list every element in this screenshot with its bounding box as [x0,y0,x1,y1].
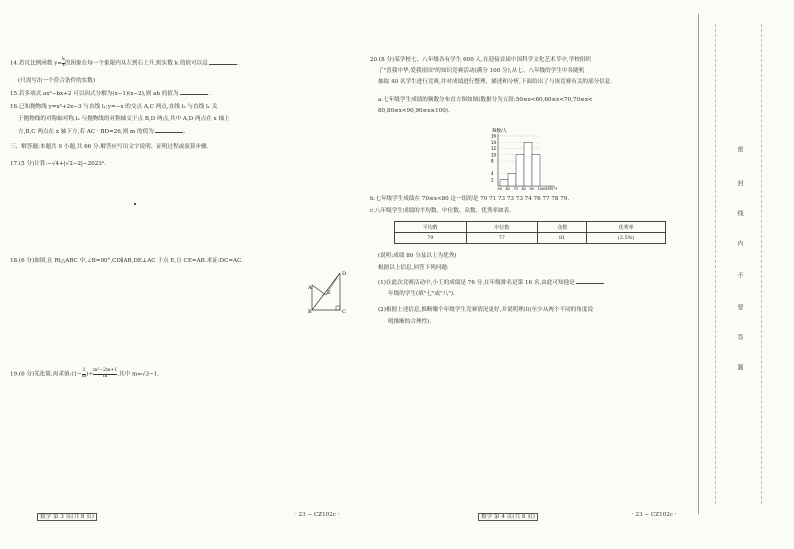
histogram-x-tick-label: 90 [529,187,534,190]
histogram-bar [524,142,532,186]
info-c: c.八年级学生成绩的平均数、中位数、众数、优秀率如表. [370,208,511,214]
binding-char: 密 [736,146,743,152]
figure-label-c: C [342,309,346,315]
binding-char: 要 [736,304,743,310]
q15-answer-blank[interactable] [180,89,208,95]
histogram-y-tick-label: 10 [491,152,497,158]
sub-question-1: (1)在此次竞赛活动中,小王的成绩是 76 分,在年级排名是第 16 名,由此可知他是 [378,278,605,287]
question-20-line-2: 了"喜我中华,爱我祖国"的知识竞赛活动(满分 100 分),从七、八年级的学生中各随机 [378,68,585,74]
question-16-line-2: 于抛物线的对称轴对称,l₂ 与抛物线的对称轴交于点 B,D 两点,其中 A,D 两点在 x 轴上 [18,116,230,122]
table-value-median: 77 [466,233,538,244]
figure-label-a: A [308,285,312,291]
histogram-bar [516,155,524,186]
histogram-y-tick-label: 8 [491,158,494,164]
table-value-mean: 79 [395,233,467,244]
sub1-answer-blank[interactable] [576,278,604,284]
q14-fraction: $\frac{k}{x}$ [62,57,65,68]
answer-lead: 根据以上信息,回答下列问题: [378,265,449,271]
sub-question-1-b: 年级的学生(填"七"或"八"). [388,291,455,297]
question-20-line-3: 抽取 40 名学生进行竞赛,并对成绩进行整理、描述和分析,下面给出了与该竞赛有关的部分信息. [378,79,613,85]
question-14: 14.若反比例函数 y= $\frac{k}{x}$ 的图象在每一个象限内从左到右上升,则实数 k 的值可以是 . [10,57,240,68]
histogram-bar [508,174,516,187]
table-header-mean: 平均数 [395,222,467,233]
question-20-line-1: 20.(8 分)某学校七、八年级各有学生 600 人,在迎接首届中国科学文化艺术节中,学校组织 [370,57,591,63]
histogram-y-tick-label: 2 [491,177,494,183]
q14-text-a: 14.若反比例函数 y= [10,60,63,67]
table-header-mode: 众数 [538,222,587,233]
info-a-2: 80,80≤x<90,90≤x≤100). [378,108,450,114]
table-value-row [395,233,666,244]
histogram-x-tick-label: 80 [521,187,526,190]
info-b: b.七年级学生成绩在 70≤x<80 这一组的是 70 71 73 73 73 74 76 77 78 79. [370,196,570,202]
q19-fraction-1: $\frac{1}{m}$ [81,368,87,379]
figure-right-angle-mark [336,306,340,310]
histogram-ylabel: 频数/人 [492,129,508,134]
question-16-line-1: 16.已知抛物线 y=x²+2x−3 与直线 l₁:y=−x 的交点 A,C 两点,直线 l₂ 与直线 l₁ 关 [10,104,218,110]
binding-dashed-line-right [761,24,762,504]
figure-label-d: D [342,271,347,277]
binding-char: 不 [736,272,743,278]
footer-left-label: 数学 第 3 页(共 8 页) [37,512,97,520]
histogram-chart [484,124,564,190]
histogram-x-tick-label: 70 [513,187,518,190]
table-value-mode: 81 [538,233,587,244]
footer-right-code: · 23 − CZ102c · [632,512,677,518]
question-17: 17.(5 分)计算:−√4+|√2−2|−2023⁰. [10,161,106,167]
figure-line-de [312,285,326,295]
grade8-stats-table [394,221,666,244]
q14-answer-blank[interactable] [209,59,237,65]
histogram-xlabel: 成绩/分 [544,186,558,190]
triangle-figure [300,265,348,315]
footer-right-label: 数学 第 4 页(共 8 页) [478,512,538,520]
binding-char: 题 [736,364,743,370]
question-16-line-3: 方,B,C 两点在 x 轴下方,若 AC · BD=26,则 m 的值为 . [18,129,186,135]
excellent-note: (说明:成绩 80 分及以上为优秀) [378,253,457,259]
histogram-y-tick-label: 14 [491,139,497,145]
histogram-bar [532,155,540,186]
q16-answer-blank[interactable] [155,127,183,133]
binding-dashed-line-left [715,24,716,504]
question-19: 19.(6 分)先化简,再求值:(1− $\frac{1}{m}$ )÷ $\frac{\text{m²−2m+1}}{m}$ ,其中 m=√3−1. [10,368,160,379]
figure-label-e: E [327,290,331,296]
figure-hypotenuse [312,273,340,310]
binding-char: 内 [736,240,743,246]
table-header-excellent-rate: 优秀率 [587,222,666,233]
histogram-y-tick-label: 16 [491,133,497,139]
question-18: 18.(6 分)如图,在 Rt△ABC 中,∠B=90°,CD∥AB,DE⊥AC 于点 E,且 CE=AB.求证:DC=AC. [10,258,243,264]
figure-label-b: B [308,309,312,315]
binding-char: 答 [736,334,743,340]
q14-note: (只需写出一个符合条件的实数) [18,78,96,84]
info-a: a.七年级学生成绩的频数分布直方图如图(数据分为五组:50≤x<60,60≤x<70,70≤x< [378,97,593,103]
histogram-bar [500,180,508,186]
footer-left-code: · 23 − CZ102c · [295,512,340,518]
q14-text-b: 的图象在每一个象限内从左到右上升,则实数 k 的值可以是 [64,60,208,67]
histogram-y-tick-label: 4 [491,171,494,176]
q19-fraction-2: $\frac{\text{m²−2m+1}}{m}$ [93,368,118,379]
binding-char: 线 [736,210,743,216]
table-value-excellent-rate: (2.5%) [587,233,666,244]
histogram-x-tick-label: 100 [537,187,544,190]
table-header-median: 中位数 [466,222,538,233]
histogram-x-tick-label: 50 [497,187,502,190]
histogram-x-ticks [498,187,544,190]
histogram-bars [500,142,540,186]
table-header-row [395,222,666,233]
stray-dot [134,203,136,205]
sub-question-2-b: 明推断的合理性). [388,319,432,325]
histogram-x-tick-label: 60 [505,187,510,190]
section-3-heading: 三、解答题:本题共 9 小题,共 66 分.解答应写出文字说明、证明过程或演算步骤. [10,144,209,150]
sub-question-2: (2)根据上述信息,推断哪个年级学生竞赛情况更好,并说明理由(至少从两个不同的角度说 [378,307,594,313]
question-15: 15.若多项式 ax²−bx+2 可以因式分解为(x−1)(x−2),则 ab 的值为 . [10,91,211,97]
binding-margin [698,14,782,514]
binding-char: 封 [736,180,743,186]
histogram-y-tick-label: 12 [491,146,497,151]
